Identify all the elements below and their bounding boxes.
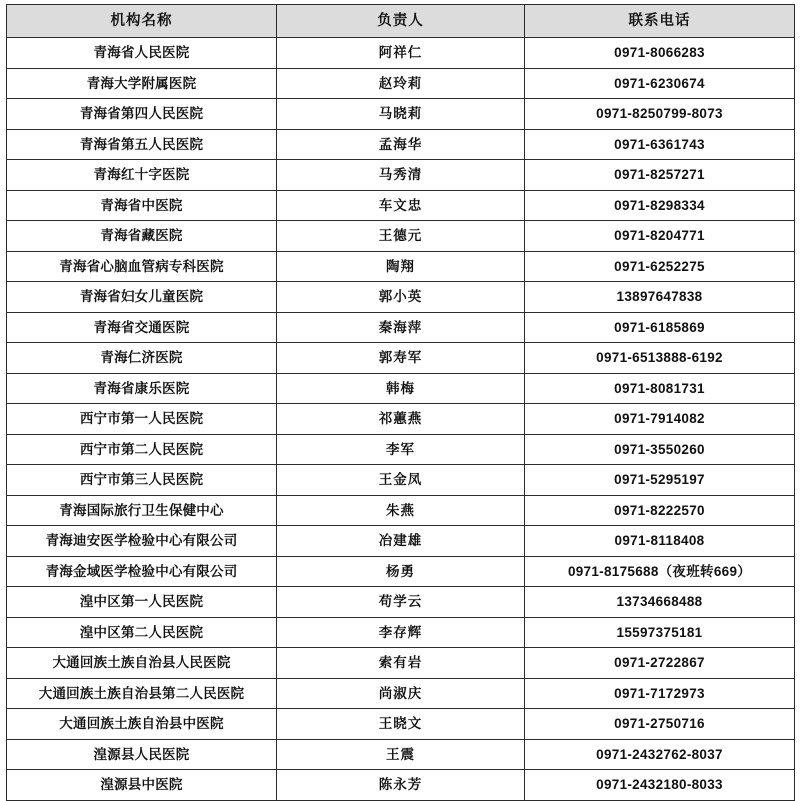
cell-phone: 13734668488 [525, 587, 795, 618]
table-row [7, 343, 795, 374]
cell-owner: 陈永芳 [277, 770, 525, 801]
cell-owner: 苟学云 [277, 587, 525, 618]
cell-org-name: 青海国际旅行卫生保健中心 [7, 495, 277, 526]
table-row [7, 99, 795, 130]
medical-institutions-table [6, 4, 795, 801]
table-row [7, 709, 795, 740]
cell-owner: 王金凤 [277, 465, 525, 496]
cell-phone: 0971-2722867 [525, 648, 795, 679]
table-row [7, 221, 795, 252]
cell-owner: 王震 [277, 739, 525, 770]
cell-org-name: 湟中区第二人民医院 [7, 617, 277, 648]
table-row [7, 190, 795, 221]
cell-owner: 冶建雄 [277, 526, 525, 557]
cell-owner: 李军 [277, 434, 525, 465]
cell-owner: 王德元 [277, 221, 525, 252]
cell-owner: 祁蕙燕 [277, 404, 525, 435]
cell-phone: 0971-8250799-8073 [525, 99, 795, 130]
cell-org-name: 青海省第四人民医院 [7, 99, 277, 130]
cell-phone: 0971-8222570 [525, 495, 795, 526]
table-row [7, 68, 795, 99]
cell-phone: 0971-8257271 [525, 160, 795, 191]
cell-phone: 0971-8118408 [525, 526, 795, 557]
cell-org-name: 大通回族土族自治县第二人民医院 [7, 678, 277, 709]
column-header-org-name: 机构名称 [7, 5, 277, 38]
cell-phone: 0971-6185869 [525, 312, 795, 343]
table-row [7, 251, 795, 282]
cell-phone: 0971-8298334 [525, 190, 795, 221]
cell-org-name: 青海省藏医院 [7, 221, 277, 252]
cell-org-name: 大通回族土族自治县中医院 [7, 709, 277, 740]
table-row [7, 617, 795, 648]
cell-org-name: 青海省人民医院 [7, 38, 277, 69]
table-header-row [7, 5, 795, 38]
cell-owner: 马晓莉 [277, 99, 525, 130]
cell-phone: 0971-8204771 [525, 221, 795, 252]
cell-phone: 0971-7172973 [525, 678, 795, 709]
table-row [7, 434, 795, 465]
cell-org-name: 湟中区第一人民医院 [7, 587, 277, 618]
table-row [7, 739, 795, 770]
cell-phone: 0971-8081731 [525, 373, 795, 404]
cell-owner: 李存辉 [277, 617, 525, 648]
table-row [7, 160, 795, 191]
cell-org-name: 大通回族土族自治县人民医院 [7, 648, 277, 679]
cell-owner: 马秀清 [277, 160, 525, 191]
table-row [7, 587, 795, 618]
cell-phone: 0971-2432762-8037 [525, 739, 795, 770]
cell-phone: 13897647838 [525, 282, 795, 313]
cell-org-name: 西宁市第二人民医院 [7, 434, 277, 465]
cell-org-name: 青海省心脑血管病专科医院 [7, 251, 277, 282]
cell-owner: 赵玲莉 [277, 68, 525, 99]
cell-phone: 0971-3550260 [525, 434, 795, 465]
cell-owner: 索有岩 [277, 648, 525, 679]
cell-phone: 0971-2750716 [525, 709, 795, 740]
table-row [7, 129, 795, 160]
cell-phone: 0971-8175688（夜班转669） [525, 556, 795, 587]
cell-org-name: 西宁市第三人民医院 [7, 465, 277, 496]
cell-org-name: 青海省第五人民医院 [7, 129, 277, 160]
table-row [7, 465, 795, 496]
table-row [7, 556, 795, 587]
table-row [7, 282, 795, 313]
cell-org-name: 西宁市第一人民医院 [7, 404, 277, 435]
table-row [7, 526, 795, 557]
cell-org-name: 青海迪安医学检验中心有限公司 [7, 526, 277, 557]
column-header-owner: 负责人 [277, 5, 525, 38]
table-row [7, 770, 795, 801]
cell-owner: 尚淑庆 [277, 678, 525, 709]
cell-phone: 0971-8066283 [525, 38, 795, 69]
cell-phone: 0971-6361743 [525, 129, 795, 160]
cell-owner: 孟海华 [277, 129, 525, 160]
cell-org-name: 青海红十字医院 [7, 160, 277, 191]
column-header-phone: 联系电话 [525, 5, 795, 38]
table-row [7, 312, 795, 343]
table-row [7, 373, 795, 404]
cell-org-name: 青海仁济医院 [7, 343, 277, 374]
cell-owner: 王晓文 [277, 709, 525, 740]
cell-owner: 郭寿军 [277, 343, 525, 374]
cell-phone: 15597375181 [525, 617, 795, 648]
cell-org-name: 青海大学附属医院 [7, 68, 277, 99]
cell-org-name: 青海省中医院 [7, 190, 277, 221]
cell-phone: 0971-6513888-6192 [525, 343, 795, 374]
table-row [7, 404, 795, 435]
cell-owner: 阿祥仁 [277, 38, 525, 69]
cell-owner: 车文忠 [277, 190, 525, 221]
cell-phone: 0971-6230674 [525, 68, 795, 99]
cell-owner: 朱燕 [277, 495, 525, 526]
cell-org-name: 湟源县中医院 [7, 770, 277, 801]
table-body [7, 38, 795, 801]
cell-owner: 韩梅 [277, 373, 525, 404]
cell-org-name: 青海金域医学检验中心有限公司 [7, 556, 277, 587]
table-header [7, 5, 795, 38]
cell-phone: 0971-2432180-8033 [525, 770, 795, 801]
cell-phone: 0971-7914082 [525, 404, 795, 435]
cell-owner: 郭小英 [277, 282, 525, 313]
table-row [7, 495, 795, 526]
table-row [7, 678, 795, 709]
cell-owner: 陶翔 [277, 251, 525, 282]
table-row [7, 38, 795, 69]
cell-phone: 0971-5295197 [525, 465, 795, 496]
cell-phone: 0971-6252275 [525, 251, 795, 282]
cell-org-name: 青海省妇女儿童医院 [7, 282, 277, 313]
cell-owner: 秦海萍 [277, 312, 525, 343]
cell-org-name: 青海省交通医院 [7, 312, 277, 343]
cell-org-name: 青海省康乐医院 [7, 373, 277, 404]
cell-owner: 杨勇 [277, 556, 525, 587]
table-row [7, 648, 795, 679]
cell-org-name: 湟源县人民医院 [7, 739, 277, 770]
